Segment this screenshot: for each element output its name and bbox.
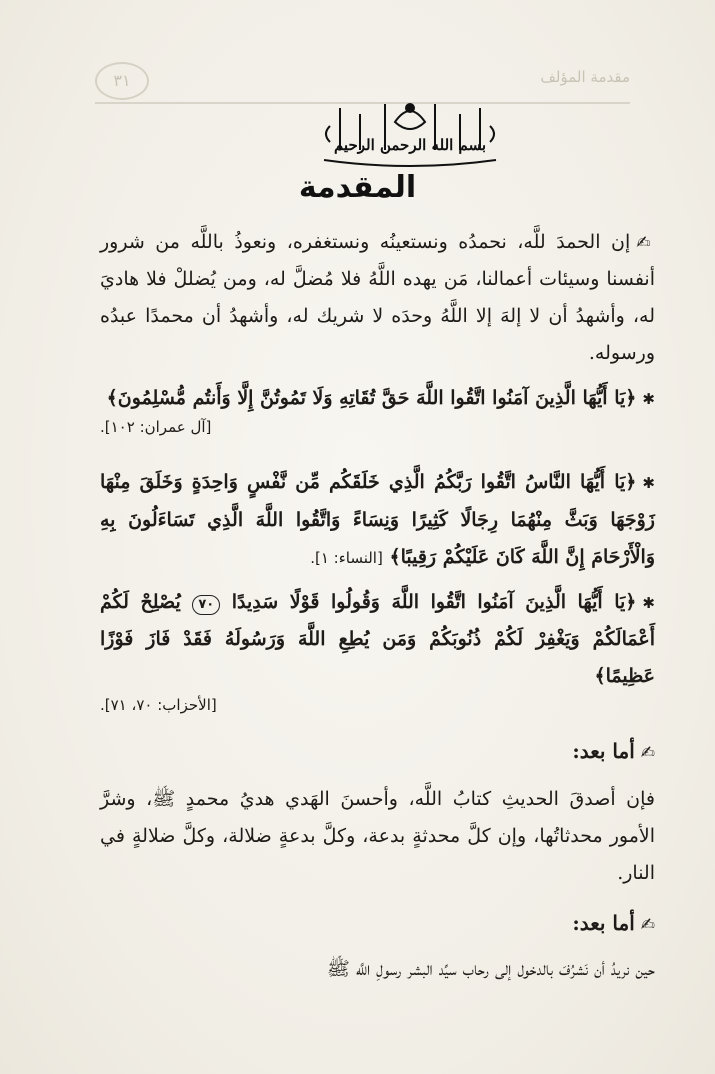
verse-3-reference: [الأحزاب: ٧٠، ٧١].	[100, 695, 217, 714]
pen-icon: ✍	[636, 233, 656, 253]
page-body	[100, 224, 655, 988]
verse-3-text-part2: يُصْلِحْ لَكُمْ أَعْمَالَكُمْ وَيَغْفِرْ لَكُمْ ذُنُوبَكُمْ وَمَن يُطِعِ اللَّهَ وَرَسُولَهُ فَقَدْ فَازَ فَوْزًا عَظِيمًا﴾	[100, 590, 655, 687]
verse-2	[100, 464, 655, 575]
pen-icon: ✍	[640, 915, 655, 936]
star-bullet-icon: ✱	[642, 390, 655, 409]
section-title: المقدمة	[298, 170, 417, 205]
pen-icon: ✍	[640, 743, 655, 764]
verse-1	[100, 380, 655, 417]
verse-3	[100, 584, 655, 695]
amma-bad-text-2: أما بعد:	[572, 911, 635, 936]
verse-2-text: ﴿يَا أَيُّهَا النَّاسُ اتَّقُوا رَبَّكُمُ الَّذِي خَلَقَكُم مِّن نَّفْسٍ وَاحِدَةٍ وَخَلَقَ مِنْهَا زَوْجَهَا وَبَثَّ مِنْهُمَا رِجَالًا كَثِيرًا وَنِسَاءً وَاتَّقُوا اللَّهَ الَّذِي تَسَاءَلُونَ بِهِ وَالْأَرْحَامَ إِنَّ اللَّهَ كَانَ عَلَيْكُمْ رَقِيبًا﴾	[100, 471, 655, 568]
basmala-ornament	[310, 100, 510, 170]
amma-bad-heading-1	[100, 732, 655, 771]
amma-bad-heading-2	[100, 904, 655, 943]
verse-3-text-part1: ﴿يَا أَيُّهَا الَّذِينَ آمَنُوا اتَّقُوا اللَّهَ وَقُولُوا قَوْلًا سَدِيدًا	[231, 590, 637, 613]
closing-paragraph: حين نريدُ أن نَشرُفَ بالدخول إلى رحاب سيِّد البشر رسولِ اللَّه ﷺ	[326, 958, 655, 981]
running-header	[95, 62, 630, 104]
intro-text: إن الحمدَ للَّه، نحمدُه ونستعينُه ونستغفره، ونعوذُ باللَّه من شرور أنفسنا وسيئات أعمالنا، مَن يهده اللَّهُ فلا مُضلَّ له، ومن يُضللْ فلا هاديَ له، وأشهدُ أن لا إلهَ إلا اللَّهُ وحدَه لا شريك له، وأشهدُ أن محمدًا عبدُه ورسوله.	[100, 231, 655, 365]
page-number: ٣١	[95, 62, 149, 100]
calligraphy-ornament-icon	[310, 100, 510, 170]
star-bullet-icon: ✱	[642, 474, 655, 493]
running-title: مقدمة المؤلف	[540, 68, 630, 86]
ayah-number-mark: ٧٠	[192, 595, 220, 615]
basmala-text: بسم الله الرحمن الرحيم	[333, 136, 487, 154]
verse-2-reference: [النساء: ١].	[310, 548, 383, 567]
verse-1-text: ﴿يَا أَيُّهَا الَّذِينَ آمَنُوا اتَّقُوا اللَّهَ حَقَّ تُقَاتِهِ وَلَا تَمُوتُنَّ إِلَّا وَأَنتُم مُّسْلِمُونَ﴾	[106, 387, 637, 410]
hadith-paragraph: فإن أصدقَ الحديثِ كتابُ اللَّه، وأحسنَ الهَدي هديُ محمدٍ ﷺ، وشرَّ الأمور محدثاتُها، وإن كلَّ محدثةٍ بدعة، وكلَّ بدعةٍ ضلالة، وكلَّ ضلالةٍ في النار.	[100, 788, 655, 885]
intro-paragraph	[100, 224, 655, 372]
verse-1-reference: [آل عمران: ١٠٢].	[100, 418, 212, 437]
amma-bad-text-1: أما بعد:	[572, 739, 635, 764]
star-bullet-icon: ✱	[642, 593, 655, 612]
